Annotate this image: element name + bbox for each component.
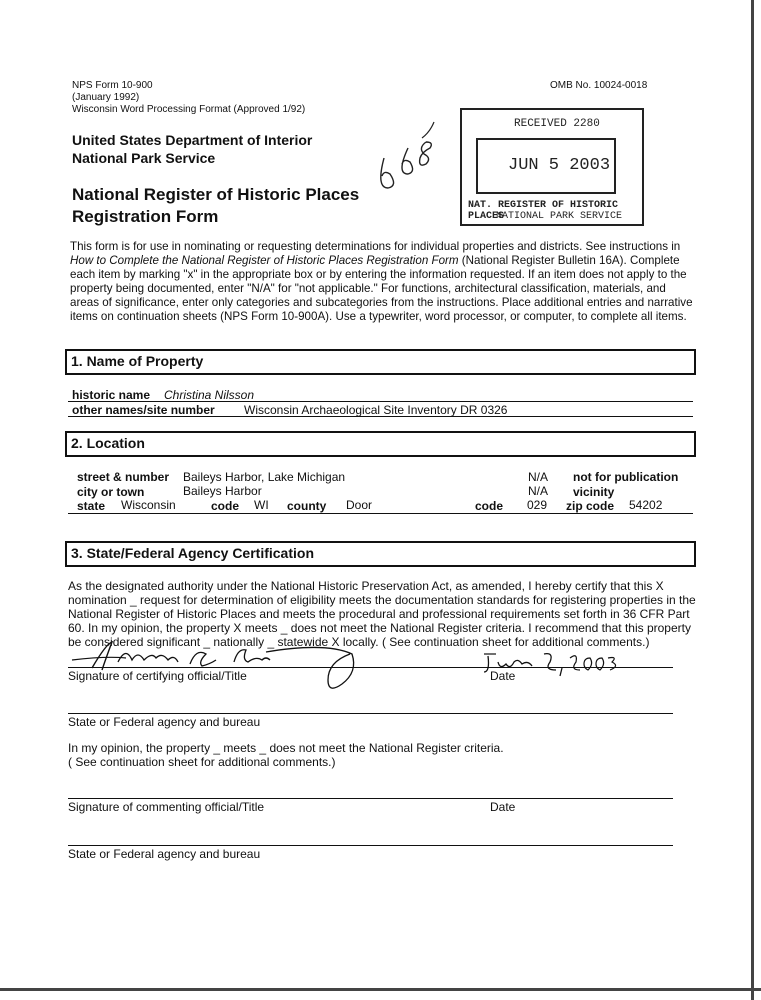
section-3-title: 3. State/Federal Agency Certification xyxy=(71,545,314,561)
section-2-header xyxy=(65,431,696,457)
zip-value: 54202 xyxy=(629,498,663,512)
agency-line xyxy=(68,713,673,714)
commenting-signature-line xyxy=(68,798,673,799)
handwritten-number xyxy=(374,118,444,198)
divider xyxy=(68,416,693,417)
form-title: National Register of Historic Places xyxy=(72,185,360,204)
handwritten-signature xyxy=(66,638,366,698)
section-1-title: 1. Name of Property xyxy=(71,353,204,369)
state-code-label: code xyxy=(211,499,240,513)
stamp-date: JUN 5 2003 xyxy=(508,156,611,175)
omb-number: OMB No. 10024-0018 xyxy=(550,80,648,91)
certification-line-2: nomination _ request for determination of eligibility meets the documentation standards for registering properties in the xyxy=(68,593,696,607)
intro-paragraph xyxy=(70,240,695,324)
stamp-line2: NATIONAL PARK SERVICE xyxy=(496,211,623,222)
commenting-signature-label: Signature of commenting official/Title xyxy=(68,800,265,814)
street-na: N/A xyxy=(528,470,549,484)
agency-label-2: State or Federal agency and bureau xyxy=(68,847,261,861)
county-value: Door xyxy=(346,498,373,512)
form-date: (January 1992) xyxy=(72,92,140,103)
form-number: NPS Form 10-900 xyxy=(72,80,153,91)
opinion-line-2: ( See continuation sheet for additional comments.) xyxy=(68,755,336,769)
commenting-date-label: Date xyxy=(490,800,516,814)
received-stamp xyxy=(460,108,644,226)
not-for-publication-label: not for publication xyxy=(573,470,679,484)
certification-line-3: National Register of Historic Places and meets the procedural and professional requirements set forth in 36 CFR Part xyxy=(68,607,690,621)
certification-line-4: 60. In my opinion, the property X meets _ does not meet the National Register criteria. I recommend that this property xyxy=(68,621,691,635)
divider xyxy=(68,401,693,402)
intro-text-2: (National Register Bulletin 16A). Complete each item by marking "x" in the appropriate box or by entering the information requested. If an item does not apply to the property being documented, enter "N/A" for "not applicable." For functions, architectural classification, materials, and areas of significance, enter only categories and subcategories from the instructions. Place additional entries and narrative items on continuation sheets (NPS Form 10-900A). Use a typewriter, word processor, or computer, to complete all items. xyxy=(70,254,693,323)
historic-name-label: historic name xyxy=(72,388,151,402)
date-label: Date xyxy=(490,669,516,683)
opinion-line-1: In my opinion, the property _ meets _ does not meet the National Register criteria. xyxy=(68,741,504,755)
city-na: N/A xyxy=(528,484,549,498)
certification-line-1: As the designated authority under the National Historic Preservation Act, as amended, I hereby certify that this X xyxy=(68,579,664,593)
section-2-title: 2. Location xyxy=(71,435,145,451)
agency-label: State or Federal agency and bureau xyxy=(68,715,261,729)
city-label: city or town xyxy=(77,485,145,499)
other-names-label: other names/site number xyxy=(72,403,215,417)
intro-bulletin-title: How to Complete the National Register of Historic Places Registration Form xyxy=(70,254,459,267)
street-label: street & number xyxy=(77,470,170,484)
county-label: county xyxy=(287,499,327,513)
scan-border-bottom xyxy=(0,988,761,991)
department-name: United States Department of Interior xyxy=(72,132,313,148)
divider xyxy=(68,513,693,514)
certification-line-5: be considered significant _ nationally _ statewide X locally. ( See continuation sheet for additional comments.) xyxy=(68,635,650,649)
state-label: state xyxy=(77,499,106,513)
vicinity-label: vicinity xyxy=(573,485,615,499)
state-value: Wisconsin xyxy=(121,498,176,512)
street-value: Baileys Harbor, Lake Michigan xyxy=(183,470,346,484)
county-code-value: 029 xyxy=(527,498,548,512)
state-code-value: WI xyxy=(254,498,269,512)
other-names-value: Wisconsin Archaeological Site Inventory DR 0326 xyxy=(244,403,508,417)
signature-line xyxy=(68,667,673,668)
city-value: Baileys Harbor xyxy=(183,484,262,498)
section-3-header xyxy=(65,541,696,567)
form-subtitle: Registration Form xyxy=(72,207,219,226)
county-code-label: code xyxy=(475,499,504,513)
historic-name-value: Christina Nilsson xyxy=(164,388,255,402)
section-1-header xyxy=(65,349,696,375)
agency-line-2 xyxy=(68,845,673,846)
format-note: Wisconsin Word Processing Format (Approved 1/92) xyxy=(72,104,306,115)
stamp-line1: NAT. REGISTER OF HISTORIC PLACES xyxy=(468,200,619,222)
scan-border-right xyxy=(751,0,754,1000)
intro-text-1: This form is for use in nominating or requesting determinations for individual properties and districts. See instructions in xyxy=(70,240,681,253)
service-name: National Park Service xyxy=(72,150,216,166)
stamp-received: RECEIVED 2280 xyxy=(514,118,600,130)
signature-label: Signature of certifying official/Title xyxy=(68,669,247,683)
zip-label: zip code xyxy=(566,499,615,513)
